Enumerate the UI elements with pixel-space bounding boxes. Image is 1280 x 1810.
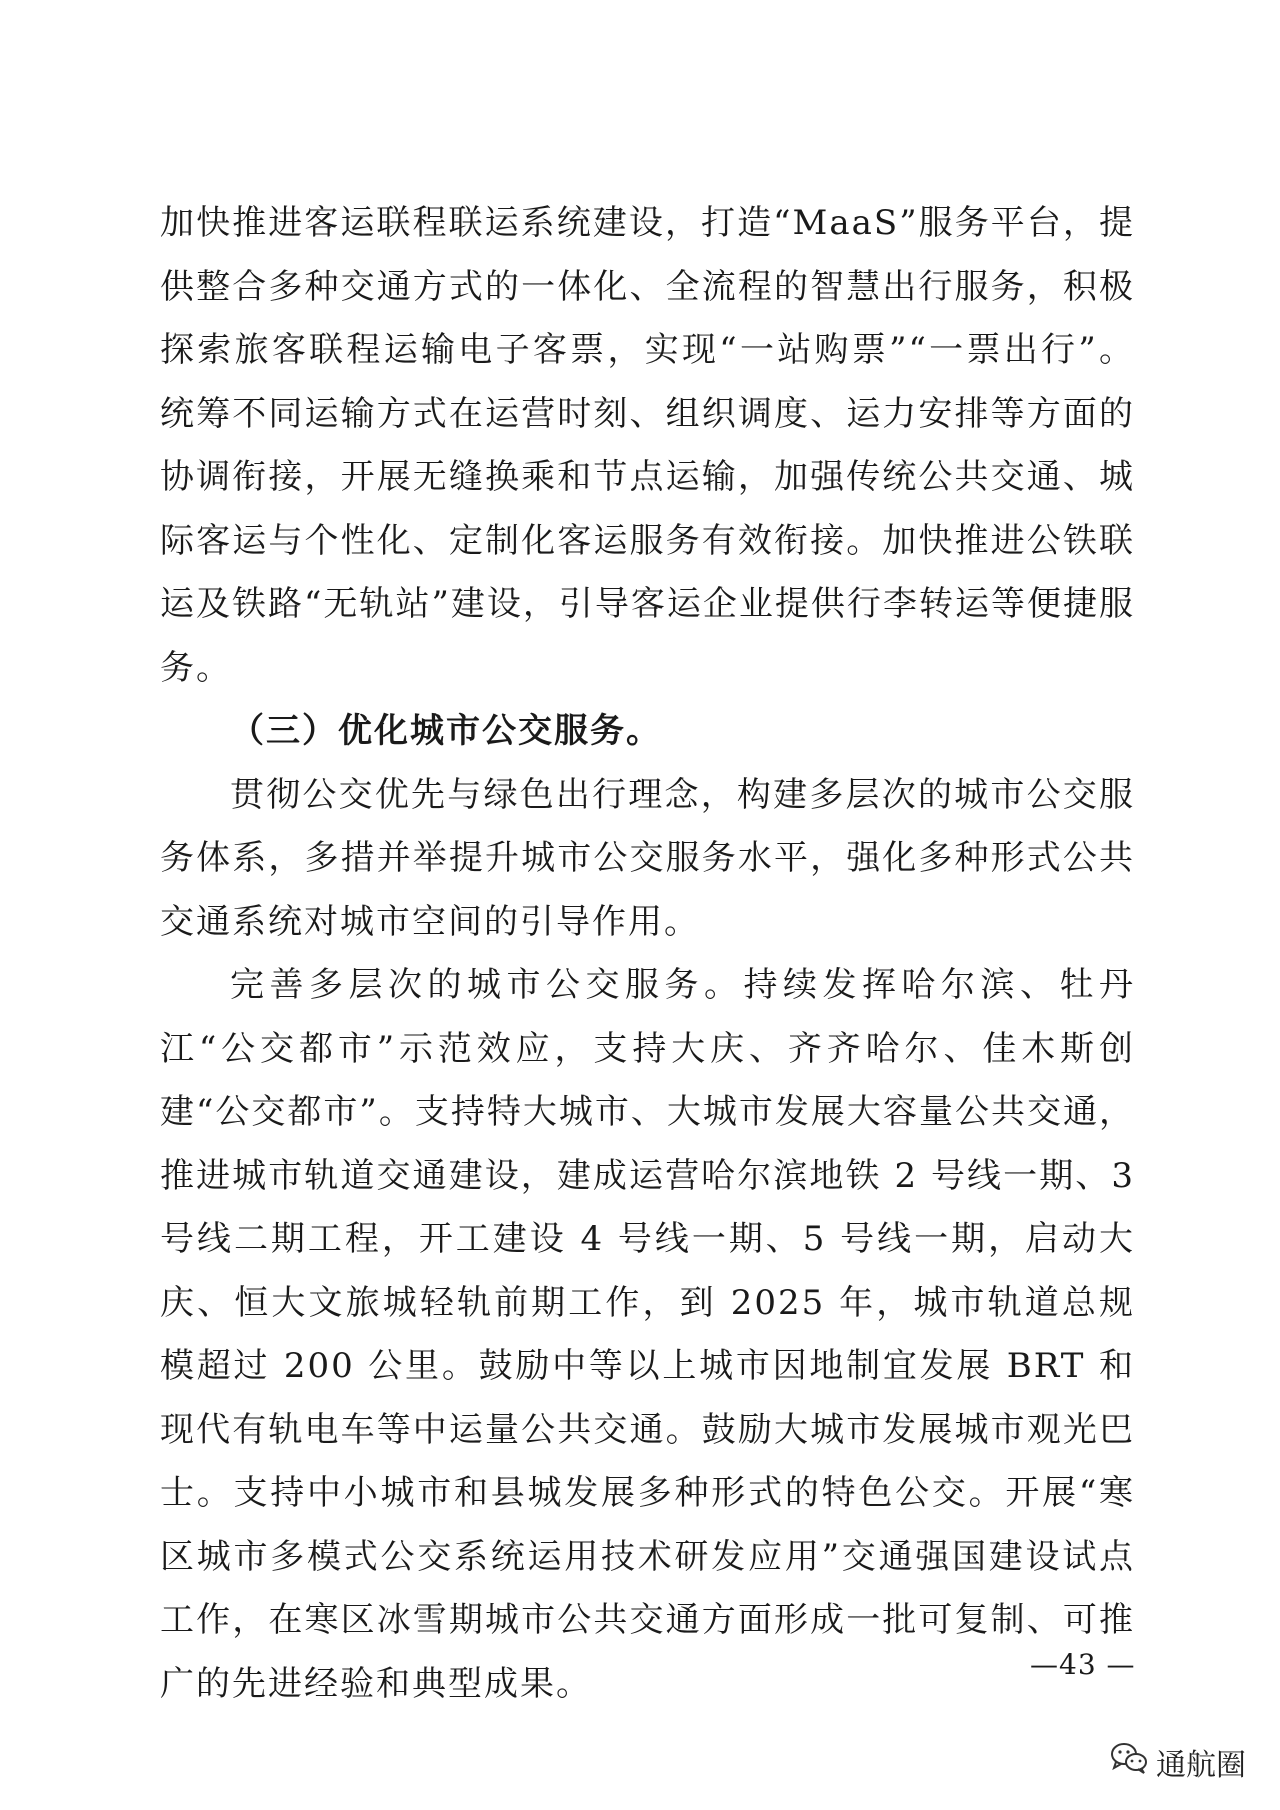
- paragraph-transit-priority: 贯彻公交优先与绿色出行理念，构建多层次的城市公交服务体系，多措并举提升城市公交服务水平，强化多种形式公共交通系统对城市空间的引导作用。: [160, 774, 1135, 942]
- watermark: [1110, 1740, 1246, 1784]
- section-heading-public-transit: （三）优化城市公交服务。: [230, 711, 662, 751]
- wechat-icon: [1110, 1741, 1148, 1783]
- document-body: [160, 192, 1135, 1716]
- paragraph-passenger-transport: 加快推进客运联程联运系统建设，打造“MaaS”服务平台，提供整合多种交通方式的一体化、全流程的智慧出行服务，积极探索旅客联程运输电子客票，实现“一站购票”“一票出行”。统筹不同运输方式在运营时刻、组织调度、运力安排等方面的协调衔接，开展无缝换乘和节点运输，加强传统公共交通、城际客运与个性化、定制化客运服务有效衔接。加快推进公铁联运及铁路“无轨站”建设，引导客运企业提供行李转运等便捷服务。: [160, 203, 1135, 688]
- page-number: —43 —: [1030, 1648, 1136, 1681]
- paragraph-multilevel-transit: 完善多层次的城市公交服务。持续发挥哈尔滨、牡丹江“公交都市”示范效应，支持大庆、齐齐哈尔、佳木斯创建“公交都市”。支持特大城市、大城市发展大容量公共交通，推进城市轨道交通建设，建成运营哈尔滨地铁 2 号线一期、3 号线二期工程，开工建设 4 号线一期、5 号线一期，启动大庆、恒大文旅城轻轨前期工作，到 2025 年，城市轨道总规模超过 200 公里。鼓励中等以上城市因地制宜发展 BRT 和现代有轨电车等中运量公共交通。鼓励大城市发展城市观光巴士。支持中小城市和县城发展多种形式的特色公交。开展“寒区城市多模式公交系统运用技术研发应用”交通强国建设试点工作，在寒区冰雪期城市公共交通方面形成一批可复制、可推广的先进经验和典型成果。: [160, 965, 1135, 1704]
- watermark-text: 通航圈: [1156, 1748, 1246, 1783]
